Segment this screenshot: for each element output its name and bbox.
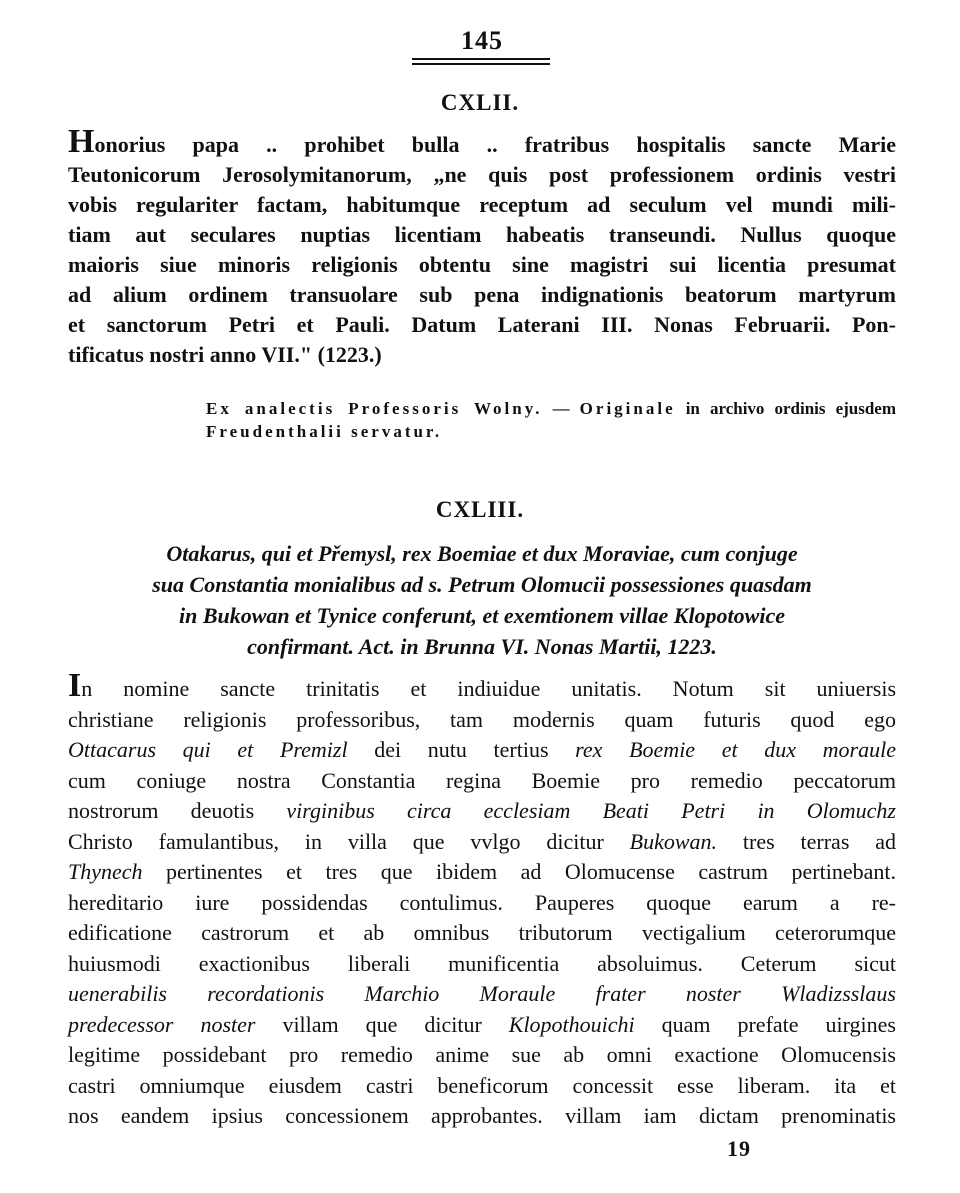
text-line: edificatione castrorum et ab omnibus tributorum vectigalium ceterorumque [68,920,896,945]
drop-cap: I [68,667,82,704]
text-line: et sanctorum Petri et Pauli. Datum Laterani III. Nonas Februarii. Pon- [68,312,896,337]
text-line: Christo famulantibus, in villa que vvlgo dicitur Bukowan. tres terras ad [68,828,896,854]
text-line: hereditario iure possidendas contulimus. Pauperes quoque earum a re- [68,889,896,915]
text-line: vobis regulariter factam, habitumque receptum ad seculum vel mundi mili- [68,192,896,217]
text-line: nos eandem ipsius concessionem approbantes. villam iam dictam prenominatis [68,1103,896,1128]
summary-line: sua Constantia monialibus ad s. Petrum Olomucii possessiones quasdam [152,572,812,597]
text-line: maioris siue minoris religionis obtentu sine magistri sui licentia presumat [68,252,896,277]
text-line: castri omniumque eiusdem castri beneficorum concessit esse liberam. ita et [68,1072,896,1098]
source-note [206,397,896,443]
text-line: cum coniuge nostra Constantia regina Boemie pro remedio peccatorum [68,767,896,793]
text-line: Thynech pertinentes et tres que ibidem ad Olomucense castrum pertinebant. [68,859,896,884]
signature-mark: 19 [727,1136,751,1161]
text-line: In nomine sancte trinitatis et indiuidue unitatis. Notum sit uniuersis [68,667,896,704]
text-line: Ottacarus qui et Premizl dei nutu tertius rex Boemie et dux moraule [68,737,896,762]
text-line: uenerabilis recordationis Marchio Moraule frater noster Wladizsslaus [68,981,896,1006]
text-line: christiane religionis professoribus, tam modernis quam futuris quod ego [68,706,896,732]
page-number: 145 [461,26,503,55]
text-line: huiusmodi exactionibus liberali munificentia absoluimus. Ceterum sicut [68,950,896,976]
summary-line: confirmant. Act. in Brunna VI. Nonas Martii, 1223. [247,634,717,659]
summary-line: Otakarus, qui et Přemysl, rex Boemiae et dux Moraviae, cum conjuge [166,541,798,566]
document-text [68,123,896,370]
document-heading: CXLII. [440,90,520,115]
text-line: Teutonicorum Jerosolymitanorum, „ne quis post professionem ordinis vestri [68,162,896,187]
text-line: predecessor noster villam que dicitur Klopothouichi quam prefate uirgines [68,1011,896,1037]
header-rule [412,58,550,60]
note-line: Freudenthalii servatur. [206,422,443,441]
summary-line: in Bukowan et Tynice conferunt, et exemtionem villae Klopotowice [179,603,785,628]
text-line: tificatus nostri anno VII." (1223.) [68,342,382,367]
text-line: ad alium ordinem transuolare sub pena indignationis beatorum martyrum [68,282,896,307]
charter-text [68,667,896,1132]
document-summary [68,538,896,662]
note-line: Ex analectis Professoris Wolny. — Originale in archivo ordinis ejusdem [206,399,897,418]
document-heading: CXLIII. [435,497,525,522]
text-line: legitime possidebant pro remedio anime sue ab omni exactione Olomucensis [68,1042,896,1067]
text-line: tiam aut seculares nuptias licentiam habeatis transeundi. Nullus quoque [68,222,896,247]
drop-cap: H [68,123,95,160]
text-line: Honorius papa .. prohibet bulla .. fratribus hospitalis sancte Marie [68,123,896,160]
text-line: nostrorum deuotis virginibus circa ecclesiam Beati Petri in Olomuchz [68,798,896,823]
header-rule [412,63,550,65]
